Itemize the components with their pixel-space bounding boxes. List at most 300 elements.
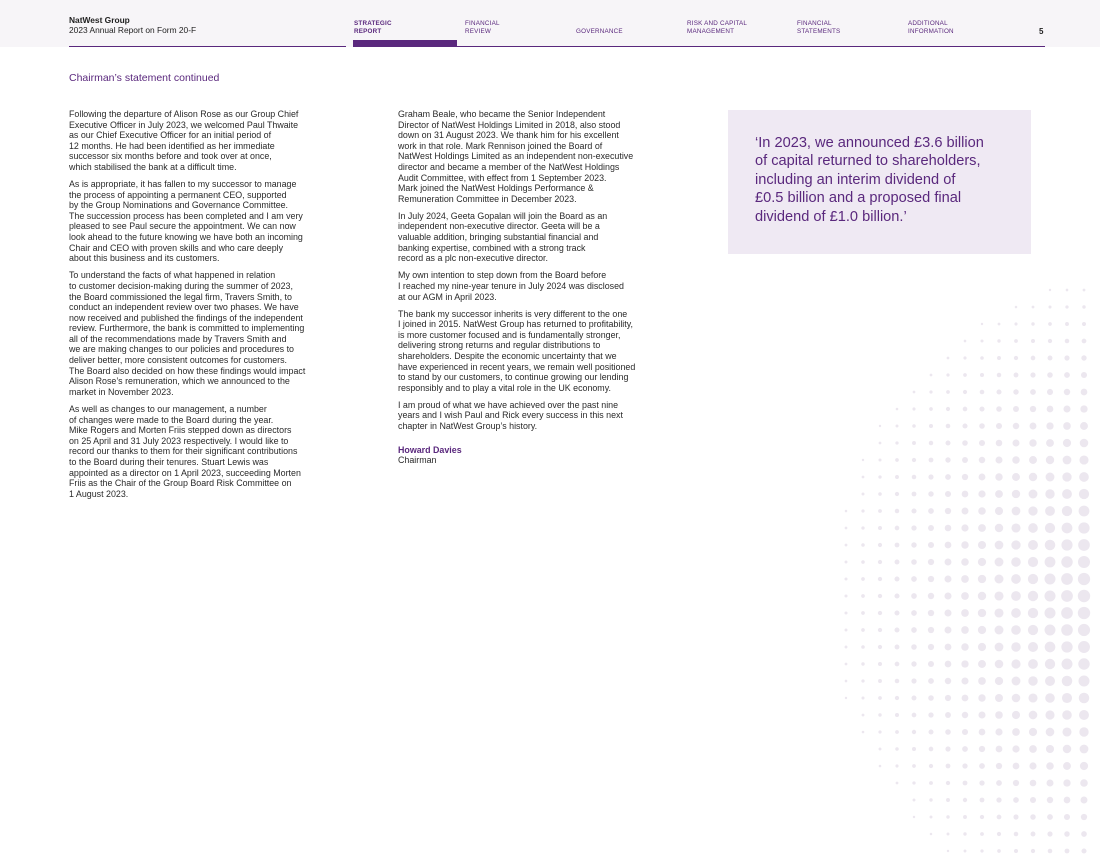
pattern-dot [997,849,1001,853]
pattern-dot [929,407,933,411]
pattern-dot [978,626,986,634]
pattern-dot [1061,539,1072,550]
pattern-dot [945,525,952,532]
pattern-dot [1028,676,1037,685]
pattern-dot [1031,322,1034,325]
pattern-dot [928,644,934,650]
pattern-dot [1078,590,1090,602]
pattern-dot [1047,780,1054,787]
pattern-dot [878,492,882,496]
pattern-dot [961,558,969,566]
header-rule-right [353,46,1045,47]
pattern-dot [1083,289,1086,292]
pattern-dot [1045,540,1056,551]
pattern-dot [995,643,1004,652]
pattern-dot [1028,625,1038,635]
pattern-dot [895,509,899,513]
pattern-dot [1011,557,1021,567]
pattern-dot [861,645,865,649]
pattern-dot [879,425,881,427]
pattern-dot [997,373,1002,378]
pattern-dot [963,798,967,802]
pattern-dot [896,425,899,428]
pattern-dot [1029,711,1038,720]
pattern-dot [1065,322,1069,326]
pattern-dot [929,730,934,735]
pattern-dot [947,357,950,360]
pattern-dot [878,458,881,461]
pattern-dot [1079,693,1090,704]
pattern-dot [844,611,847,614]
pattern-dot [1078,607,1090,619]
pattern-dot [913,816,915,818]
pattern-dot [1081,389,1088,396]
pattern-dot [1078,556,1090,568]
pattern-dot [978,592,986,600]
pattern-dot [878,543,882,547]
pattern-dot [1030,780,1037,787]
pattern-dot [1061,573,1073,585]
pattern-dot [845,629,848,632]
pattern-dot [879,748,882,751]
pattern-dot [912,713,917,718]
pattern-dot [1011,608,1021,618]
pattern-dot [1062,710,1072,720]
pattern-dot [845,680,848,683]
pattern-dot [1081,797,1088,804]
pattern-dot [1013,406,1019,412]
pattern-dot [962,440,968,446]
pattern-dot [862,459,864,461]
pattern-dot [1029,728,1037,736]
pattern-dot [995,507,1003,515]
pattern-dot [1011,574,1021,584]
pattern-dot [861,696,864,699]
pattern-dot [996,780,1002,786]
pattern-dot [878,662,882,666]
pattern-dot [962,508,969,515]
pattern-dot [845,663,848,666]
pattern-dot [980,798,985,803]
pattern-dot [1046,473,1055,482]
pattern-dot [962,474,968,480]
pattern-dot [1045,676,1055,686]
pattern-dot [1079,455,1088,464]
pattern-dot [1045,489,1054,498]
pattern-dot [1014,339,1018,343]
pattern-dot [1028,608,1038,618]
pattern-dot [946,781,950,785]
pattern-dot [844,577,847,580]
pattern-dot [963,390,967,394]
pattern-dot [1046,728,1055,737]
pattern-dot [1029,456,1037,464]
pattern-dot [928,559,934,565]
pattern-dot [912,458,916,462]
pattern-dot [1061,624,1073,636]
pattern-dot [963,832,966,835]
pattern-dot [928,474,933,479]
pattern-dot [1045,506,1055,516]
pattern-dot [945,712,951,718]
pattern-dot [945,491,951,497]
pattern-dot [996,389,1001,394]
pattern-dot [997,832,1001,836]
pattern-dot [1081,814,1087,820]
pattern-dot [1063,405,1070,412]
report-brand [69,15,196,35]
nav-tab-strategic-report[interactable]: STRATEGIC REPORT [354,20,392,35]
pattern-dot [996,440,1003,447]
pattern-dot [912,441,916,445]
pattern-dot [979,440,985,446]
pull-quote-text: ‘In 2023, we announced £3.6 billion of capital returned to shareholders, including an interim dividend of £0.5 billion and a proposed final dividend of £1.0 billion.’ [755,135,984,225]
pattern-dot [1045,693,1055,703]
pattern-dot [911,576,917,582]
pattern-dot [996,457,1003,464]
pattern-dot [1063,745,1071,753]
pattern-dot [946,815,949,818]
pattern-dot [930,374,933,377]
pattern-dot [962,491,969,498]
paragraph: I am proud of what we have achieved over the past nine years and I wish Paul and Rick every success in this next chapter in NatWest Group’s history. [398,399,623,432]
pattern-dot [861,628,865,632]
pattern-dot [944,575,951,582]
pattern-dot [930,816,933,819]
pattern-dot [1062,659,1073,670]
pattern-dot [895,458,899,462]
pattern-dot [961,524,968,531]
pattern-dot [995,524,1003,532]
pattern-dot [895,662,900,667]
pattern-dot [879,765,882,768]
pattern-dot [845,646,848,649]
pattern-dot [1046,745,1054,753]
pattern-dot [1046,762,1054,770]
pattern-dot [912,407,915,410]
pattern-dot [930,833,933,836]
pattern-dot [1030,372,1035,377]
pattern-dot [895,696,899,700]
pattern-dot [1012,456,1019,463]
pattern-dot [1013,814,1018,819]
pattern-dot [998,323,1001,326]
pattern-dot [911,661,916,666]
pattern-dot [962,457,968,463]
pattern-dot [978,609,986,617]
pattern-dot [1078,539,1090,551]
pattern-dot [1028,557,1038,567]
pattern-dot [946,424,951,429]
active-tab-indicator [353,40,457,46]
pattern-dot [978,541,986,549]
pattern-dot [979,423,985,429]
pattern-dot [945,559,952,566]
pattern-dot [861,543,865,547]
pattern-dot [995,728,1002,735]
pattern-dot [994,574,1003,583]
pattern-dot [1013,763,1020,770]
signatory-role: Chairman [398,455,437,466]
pattern-dot [1029,490,1038,499]
pattern-dot [961,541,968,548]
pattern-dot [928,661,934,667]
pattern-dot [1012,473,1020,481]
pattern-dot [995,711,1003,719]
pattern-dot [911,593,917,599]
pattern-dot [980,339,983,342]
pattern-dot [1062,523,1073,534]
pattern-dot [1028,540,1038,550]
pattern-dot [1031,849,1035,853]
pattern-dot [912,424,916,428]
pattern-dot [995,490,1003,498]
pattern-dot [1063,439,1071,447]
pattern-dot [911,508,916,513]
pattern-dot [912,730,916,734]
pattern-dot [895,543,900,548]
pattern-dot [1029,762,1036,769]
pattern-dot [1028,591,1038,601]
pattern-dot [928,678,934,684]
pattern-dot [1047,389,1053,395]
pattern-dot [861,509,864,512]
pattern-dot [1078,658,1089,669]
pattern-dot [978,558,986,566]
paragraph: To understand the facts of what happened in relation to customer decision-making during the summer of 2023, the Board commissioned the legal firm, Travers Smith, to conduct an independent review over two phases. We have now received and published the findings of the independent review. Furthermore, the bank is committed to implementing all of the recommendations made by Travers Smith and we are making changes to our policies and procedures to deliver better, more consistent outcomes for customers. The Board also decided on how these findings would impact Alison Rose’s remuneration, which we announced to the market in November 2023. [69,270,306,397]
pattern-dot [1028,506,1037,515]
pattern-dot [1013,797,1019,803]
pattern-dot [895,730,899,734]
pattern-dot [928,610,934,616]
pattern-dot [963,356,966,359]
pattern-dot [845,561,848,564]
header-rule-left [69,46,346,47]
pull-quote-box [728,110,1031,254]
paragraph: The bank my successor inherits is very different to the one I joined in 2015. NatWest Group has returned to profitability, is more customer focused and is fundamentally stronger, delivering strong returns and regular distributions to shareholders. Despite the economic uncertainty that we have experienced in recent years, we remain well positioned to stand by our customers, to continue growing our lending responsibly and to play a vital role in the UK economy. [398,308,636,393]
pattern-dot [861,594,865,598]
pattern-dot [878,526,882,530]
pattern-dot [961,575,969,583]
pattern-dot [1078,624,1090,636]
pattern-dot [961,677,968,684]
paragraph: As is appropriate, it has fallen to my successor to manage the process of appointing a permanent CEO, supported by the Group Nominations and Governance Committee. The succession process has been completed and I am very pleased to see Paul secure the appointment. We can now look ahead to the future knowing we have both an incoming Chair and CEO with proven skills and who care deeply about this business and its customers. [69,179,303,264]
pattern-dot [1062,472,1071,481]
pattern-dot [980,356,984,360]
pattern-dot [1014,322,1017,325]
pattern-dot [961,592,969,600]
pattern-dot [1013,423,1020,430]
pattern-dot [928,508,934,514]
pattern-dot [1047,831,1052,836]
pattern-dot [963,815,967,819]
pattern-dot [945,542,952,549]
pattern-dot [995,660,1004,669]
pattern-dot [1061,641,1072,652]
pattern-dot [947,833,950,836]
pattern-dot [928,576,934,582]
pattern-dot [1065,305,1068,308]
pattern-dot [1028,659,1038,669]
pattern-dot [945,440,950,445]
pattern-dot [1066,289,1069,292]
pattern-dot [1031,832,1036,837]
pattern-dot [980,390,985,395]
pattern-dot [946,798,950,802]
pattern-dot [1078,641,1090,653]
pattern-dot [979,457,985,463]
pattern-dot [944,592,951,599]
pattern-dot [1080,422,1088,430]
pattern-dot [1012,728,1020,736]
pattern-dot [1012,490,1020,498]
page-number: 5 [1039,27,1044,36]
pattern-dot [1012,507,1021,516]
pattern-dot [911,525,916,530]
nav-tab-governance[interactable]: GOVERNANCE [576,28,623,35]
pattern-dot [1015,306,1018,309]
pattern-dot [1062,727,1071,736]
nav-tab-financial-statements[interactable]: FINANCIAL STATEMENTS [797,20,841,35]
pattern-dot [928,712,933,717]
pattern-dot [1079,489,1089,499]
pattern-dot [1028,574,1038,584]
pattern-dot [1063,456,1072,465]
pattern-dot [912,492,917,497]
pattern-dot [947,850,949,852]
pattern-dot [1045,642,1056,653]
pattern-dot [861,560,865,564]
pattern-dot [1079,472,1089,482]
pattern-dot [895,713,899,717]
pattern-dot [980,815,984,819]
pattern-dot [963,373,967,377]
pattern-dot [845,697,847,699]
pattern-dot [978,575,986,583]
pattern-dot [895,747,898,750]
pattern-dot [1079,727,1088,736]
nav-tab-financial-review[interactable]: FINANCIAL REVIEW [465,20,500,35]
pattern-dot [978,677,986,685]
pattern-dot [895,475,899,479]
pattern-dot [1012,694,1021,703]
pattern-dot [878,475,881,478]
pattern-dot [1012,439,1019,446]
pattern-dot [1048,849,1053,854]
pattern-dot [1047,797,1053,803]
pattern-dot [1012,745,1019,752]
nav-tab-risk-and-capital-management[interactable]: RISK AND CAPITAL MANAGEMENT [687,20,748,35]
pattern-dot [980,832,984,836]
pattern-dot [878,628,882,632]
pattern-dot [961,660,968,667]
pattern-dot [978,490,985,497]
pattern-dot [1063,422,1071,430]
pattern-dot [929,747,934,752]
pattern-dot [878,560,882,564]
pattern-dot [862,731,865,734]
pattern-dot [929,781,933,785]
pattern-dot [878,645,882,649]
pattern-dot [1065,339,1070,344]
pattern-dot [1031,356,1036,361]
pattern-dot [978,507,986,515]
pattern-dot [978,524,986,532]
pattern-dot [913,799,916,802]
pattern-dot [945,508,951,514]
pattern-dot [878,696,882,700]
pattern-dot [997,356,1001,360]
pattern-dot [962,763,967,768]
pattern-dot [994,608,1003,617]
pattern-dot [946,407,950,411]
pattern-dot [861,662,864,665]
pattern-dot [1045,557,1056,568]
pattern-dot [878,594,882,598]
pattern-dot [980,849,983,852]
pattern-dot [911,559,917,565]
pattern-dot [911,627,917,633]
pattern-dot [894,576,899,581]
pattern-dot [978,643,986,651]
pattern-dot [996,797,1001,802]
pattern-dot [861,526,864,529]
pattern-dot [912,696,917,701]
pattern-dot [844,594,847,597]
pattern-dot [1028,693,1037,702]
pattern-dot [1064,372,1070,378]
pattern-dot [945,695,951,701]
pattern-dot [1064,831,1069,836]
pattern-dot [911,542,916,547]
pattern-dot [1029,473,1037,481]
pattern-dot [845,544,848,547]
pattern-dot [1081,372,1087,378]
pattern-dot [1082,322,1086,326]
pattern-dot [1045,659,1055,669]
pattern-dot [1047,372,1053,378]
pattern-dot [1048,322,1052,326]
pattern-dot [1061,607,1073,619]
pattern-dot [1030,814,1035,819]
pattern-dot [1048,339,1052,343]
pattern-dot [1047,814,1053,820]
pattern-dot [1011,591,1021,601]
pattern-dot [1046,422,1053,429]
pattern-dot [862,476,865,479]
pattern-dot [878,611,882,615]
pattern-dot [1014,356,1018,360]
pattern-dot [995,473,1002,480]
pattern-dot [912,475,917,480]
pattern-dot [1082,305,1085,308]
pattern-dot [895,628,900,633]
pattern-dot [995,677,1003,685]
pattern-dot [1080,439,1089,448]
pattern-dot [1011,523,1020,532]
signatory-name: Howard Davies [398,444,462,455]
pattern-dot [1047,406,1054,413]
pattern-dot [1081,848,1086,853]
pattern-dot [1013,780,1019,786]
pattern-dot [895,526,900,531]
paragraph: In July 2024, Geeta Gopalan will join the Board as an independent non-executive director. Geeta will be a valuable addition, bringing substantial financial and banking expertise, combined with a strong track record as a plc non-executive director. [398,210,608,264]
pattern-dot [1044,590,1055,601]
nav-tab-additional-information[interactable]: ADDITIONAL INFORMATION [908,20,954,35]
pattern-dot [1029,439,1036,446]
pattern-dot [1030,406,1036,412]
pattern-dot [1078,675,1089,686]
